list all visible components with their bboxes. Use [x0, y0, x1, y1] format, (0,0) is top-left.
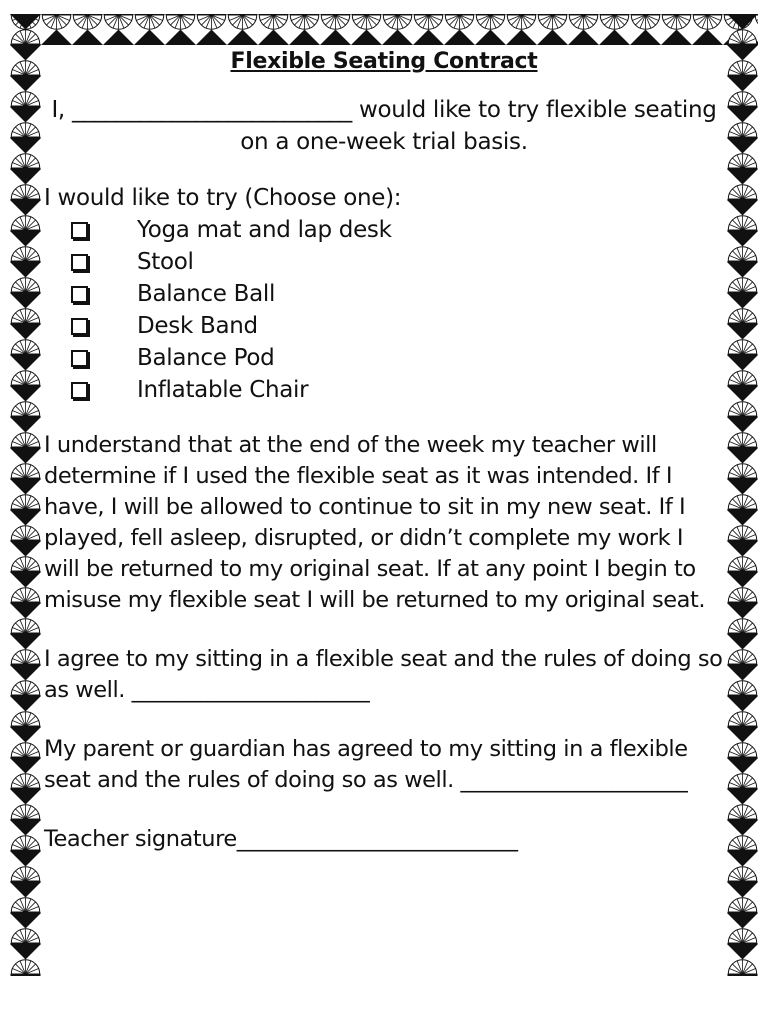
option-label: Inflatable Chair — [137, 377, 309, 403]
choose-heading: I would like to try (Choose one): — [44, 185, 402, 211]
option-label: Desk Band — [137, 313, 258, 339]
contract-body — [44, 46, 724, 855]
option-item — [44, 214, 724, 246]
option-item — [44, 374, 724, 406]
border-right — [727, 14, 758, 976]
intro-statement: I, _________________________ would like to try flexible seating on a one-week trial basis. — [51, 97, 717, 155]
border-top — [10, 14, 758, 45]
option-label: Balance Pod — [137, 345, 275, 371]
option-item — [44, 246, 724, 278]
option-label: Yoga mat and lap desk — [137, 217, 392, 243]
checkbox-icon[interactable] — [71, 382, 88, 399]
checkbox-icon[interactable] — [71, 222, 88, 239]
checkbox-icon[interactable] — [71, 254, 88, 271]
border-left — [10, 14, 41, 976]
option-item — [44, 342, 724, 374]
student-agreement: I agree to my sitting in a flexible seat and the rules of doing so as well. ______________________ — [44, 646, 723, 703]
seating-options-list — [44, 214, 724, 406]
checkbox-icon[interactable] — [71, 318, 88, 335]
option-label: Balance Ball — [137, 281, 276, 307]
checkbox-icon[interactable] — [71, 286, 88, 303]
fan-tile-icon — [10, 14, 41, 976]
teacher-signature-line: Teacher signature__________________________ — [44, 826, 518, 852]
fan-tile-icon — [727, 14, 758, 976]
option-label: Stool — [137, 249, 194, 275]
fan-tile-icon — [10, 14, 758, 45]
option-item — [44, 278, 724, 310]
understanding-paragraph: I understand that at the end of the week my teacher will determine if I used the flexible seat as it was intended. If I have, I will be allowed to continue to sit in my new seat. If I played, fell asleep, disrupted, or didn’t complete my work I will be returned to my original seat. If at any point I begin to misuse my flexible seat I will be returned to my original seat. — [44, 432, 706, 613]
option-item — [44, 310, 724, 342]
page-title: Flexible Seating Contract — [230, 49, 538, 74]
checkbox-icon[interactable] — [71, 350, 88, 367]
parent-agreement: My parent or guardian has agreed to my sitting in a flexible seat and the rules of doing so as well. _____________________ — [44, 736, 688, 793]
